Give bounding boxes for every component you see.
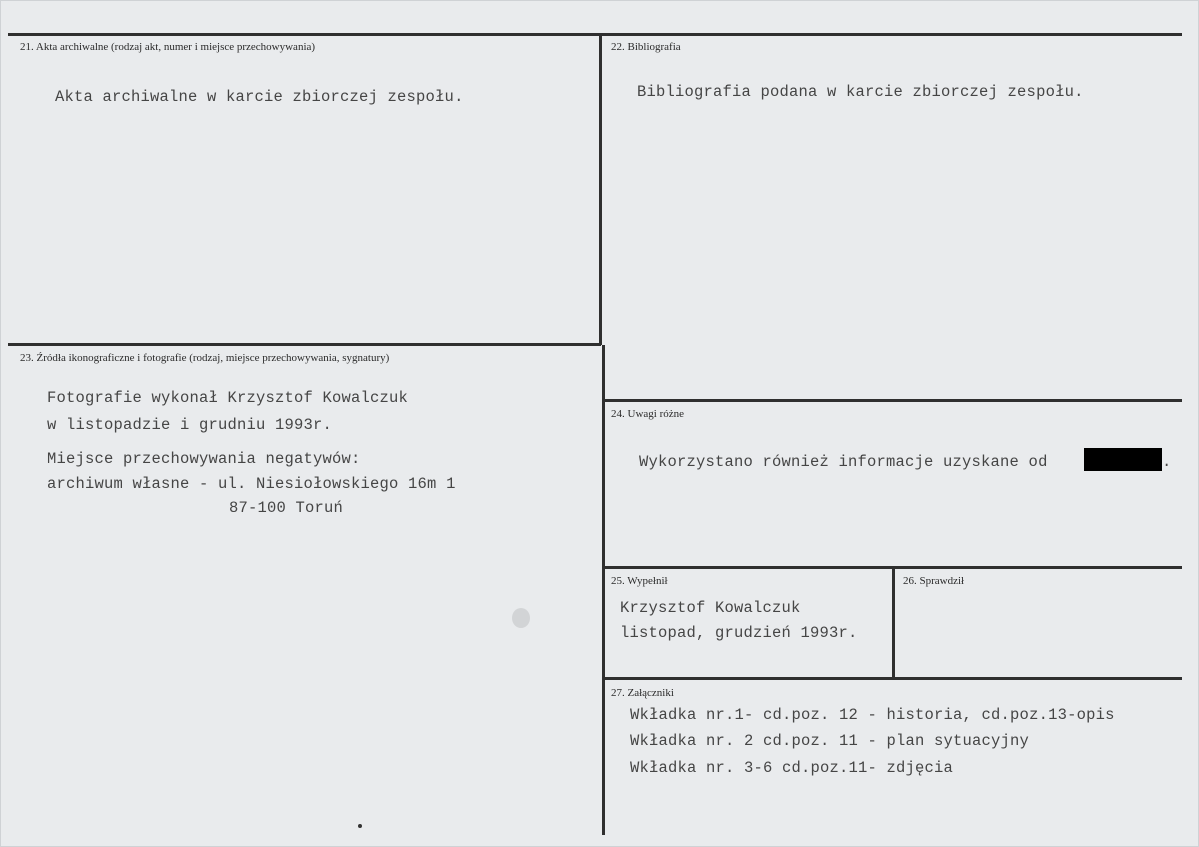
section-24-text: Wykorzystano również informacje uzyskane od [639,453,1048,471]
section-24-label: 24. Uwagi różne [611,408,685,420]
rule-21-23 [8,343,601,346]
section-25-line-2: listopad, grudzień 1993r. [620,624,858,642]
section-27-line-1: Wkładka nr.1- cd.poz. 12 - historia, cd.poz.13-opis [630,706,1115,724]
section-23-line-2: w listopadzie i grudniu 1993r. [47,416,333,434]
ink-dot [358,824,362,828]
top-rule [8,33,1182,36]
section-21-text: Akta archiwalne w karcie zbiorczej zespołu. [55,88,464,106]
section-27-label: 27. Załączniki [611,687,674,699]
section-23-line-5: 87-100 Toruń [229,499,344,517]
section-23-label: 23. Źródła ikonograficzne i fotografie (rodzaj, miejsce przechowywania, sygnatury) [20,352,390,364]
redaction-block [1084,448,1162,471]
section-22-label: 22. Bibliografia [611,41,681,53]
section-23-line-3: Miejsce przechowywania negatywów: [47,450,361,468]
section-21-label: 21. Akta archiwalne (rodzaj akt, numer i miejsce przechowywania) [20,41,316,53]
section-24-suffix: . [1162,453,1172,471]
section-22-text: Bibliografia podana w karcie zbiorczej zespołu. [637,83,1084,101]
rule-25-27 [602,677,1182,680]
rule-22-24 [602,399,1182,402]
section-27-line-2: Wkładka nr. 2 cd.poz. 11 - plan sytuacyjny [630,732,1030,750]
divider-25-26 [892,566,895,678]
section-23-line-4: archiwum własne - ul. Niesiołowskiego 16m 1 [47,475,456,493]
section-25-label: 25. Wypełnił [611,575,668,587]
section-26-label: 26. Sprawdził [903,575,965,587]
center-divider-lower [602,345,605,835]
section-25-line-1: Krzysztof Kowalczuk [620,599,801,617]
center-divider [599,33,602,345]
section-27-line-3: Wkładka nr. 3-6 cd.poz.11- zdjęcia [630,759,954,777]
paper-smudge [512,608,530,628]
section-23-line-1: Fotografie wykonał Krzysztof Kowalczuk [47,389,409,407]
